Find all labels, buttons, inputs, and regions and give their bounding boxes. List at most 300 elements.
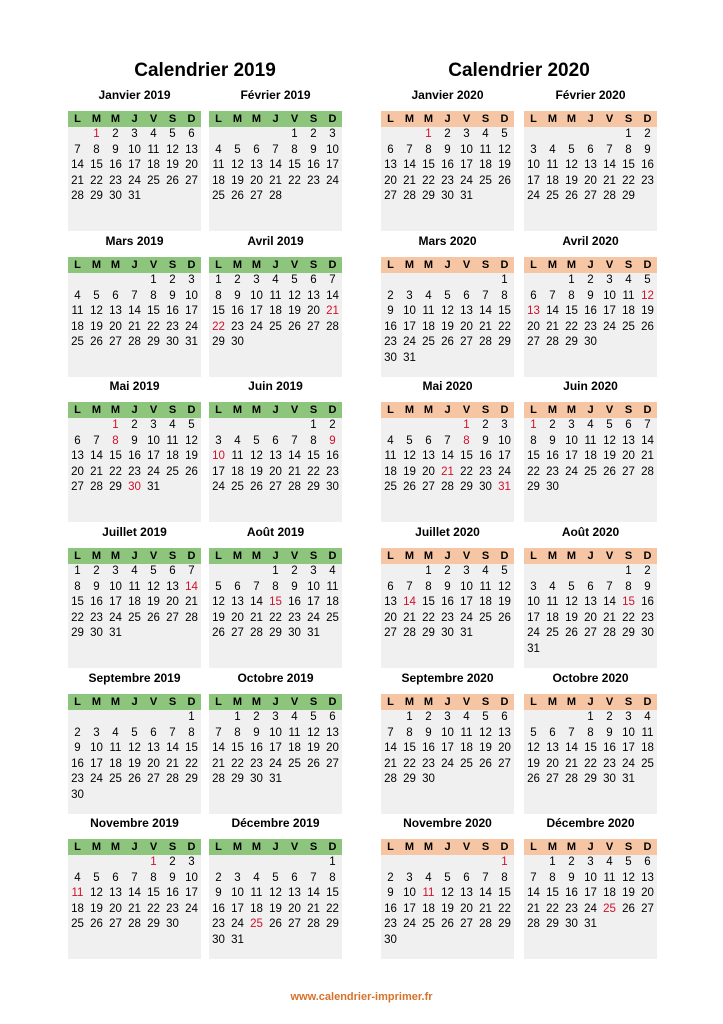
weekday-label: M xyxy=(404,841,415,853)
day-cell: 14 xyxy=(212,742,225,754)
day-cell: 19 xyxy=(128,757,141,770)
day-cell: 5 xyxy=(568,580,575,593)
month-calendar xyxy=(381,379,514,522)
weekday-label: L xyxy=(530,550,537,562)
day-cell: 22 xyxy=(147,902,160,915)
day-cell: 23 xyxy=(479,465,492,478)
day-cell: 18 xyxy=(128,596,141,608)
holiday-date: 1 xyxy=(112,419,119,431)
day-cell: 16 xyxy=(166,305,179,317)
weekday-label: D xyxy=(187,550,196,562)
day-cell: 23 xyxy=(441,611,454,624)
weekday-label: M xyxy=(423,404,434,416)
day-cell: 27 xyxy=(384,190,397,202)
day-cell: 16 xyxy=(603,742,616,754)
day-cell: 15 xyxy=(147,305,160,317)
weekday-header xyxy=(524,548,657,564)
month-title: Septembre 2019 xyxy=(88,671,181,685)
day-cell: 26 xyxy=(185,465,198,478)
day-cell: 9 xyxy=(482,434,489,447)
month-calendar xyxy=(209,234,342,377)
day-cell: 27 xyxy=(109,336,122,348)
footer-link[interactable]: www.calendrier-imprimer.fr xyxy=(290,991,433,1003)
weekday-label: S xyxy=(168,550,177,562)
day-cell: 1 xyxy=(425,565,432,577)
weekday-label: M xyxy=(232,550,243,562)
day-cell: 29 xyxy=(622,627,635,639)
day-cell: 24 xyxy=(185,320,198,333)
day-cell: 7 xyxy=(310,871,317,884)
day-cell: 21 xyxy=(128,320,141,333)
day-grid xyxy=(524,127,657,205)
weekday-label: S xyxy=(309,841,318,853)
day-cell: 4 xyxy=(329,565,336,577)
day-cell: 4 xyxy=(549,143,556,156)
empty-cell xyxy=(266,127,285,143)
day-cell: 2 xyxy=(644,128,651,140)
weekday-header xyxy=(381,402,514,418)
day-cell: 13 xyxy=(307,289,320,302)
weekday-label: S xyxy=(624,696,633,708)
day-cell: 28 xyxy=(185,611,198,624)
day-cell: 18 xyxy=(603,887,616,899)
weekday-label: V xyxy=(149,404,158,416)
weekday-label: S xyxy=(309,404,318,416)
day-cell: 13 xyxy=(166,580,179,593)
empty-cell xyxy=(419,418,438,434)
day-grid xyxy=(209,273,342,351)
day-cell: 14 xyxy=(250,596,263,608)
day-cell: 13 xyxy=(460,887,473,899)
day-cell: 27 xyxy=(584,627,597,639)
day-cell: 22 xyxy=(288,174,301,187)
day-cell: 6 xyxy=(188,128,195,140)
day-cell: 17 xyxy=(498,450,511,462)
day-cell: 15 xyxy=(212,305,225,317)
day-cell: 5 xyxy=(568,143,575,156)
day-cell: 10 xyxy=(527,159,540,171)
empty-cell xyxy=(524,127,543,143)
day-cell: 25 xyxy=(546,190,559,202)
day-grid xyxy=(209,127,342,205)
day-cell: 19 xyxy=(269,902,282,915)
day-cell: 12 xyxy=(565,596,578,608)
day-cell: 2 xyxy=(387,871,394,884)
weekday-label: L xyxy=(387,550,394,562)
day-cell: 9 xyxy=(549,434,556,447)
day-cell: 18 xyxy=(584,450,597,462)
day-cell: 6 xyxy=(425,434,432,447)
day-cell: 5 xyxy=(501,128,508,140)
weekday-label: J xyxy=(444,259,451,271)
weekday-label: V xyxy=(149,841,158,853)
empty-cell xyxy=(247,564,266,580)
weekday-header xyxy=(381,111,514,127)
day-cell: 21 xyxy=(603,174,616,187)
day-cell: 26 xyxy=(269,918,282,930)
day-cell: 25 xyxy=(166,465,179,478)
weekday-label: J xyxy=(131,696,138,708)
day-cell: 28 xyxy=(250,627,263,639)
day-cell: 31 xyxy=(403,351,416,364)
day-cell: 25 xyxy=(546,627,559,639)
weekday-label: D xyxy=(643,113,652,125)
month-title: Octobre 2020 xyxy=(552,671,629,685)
weekday-label: L xyxy=(215,259,222,271)
day-cell: 5 xyxy=(150,565,157,577)
day-cell: 1 xyxy=(234,711,241,723)
day-cell: 29 xyxy=(212,336,225,348)
day-cell: 13 xyxy=(546,742,559,754)
day-cell: 30 xyxy=(384,351,397,364)
day-cell: 27 xyxy=(147,773,160,785)
day-cell: 5 xyxy=(444,289,451,302)
day-cell: 20 xyxy=(147,757,160,770)
day-cell: 24 xyxy=(498,465,511,478)
weekday-label: D xyxy=(187,259,196,271)
day-cell: 8 xyxy=(625,580,632,593)
weekday-label: L xyxy=(530,259,537,271)
day-cell: 6 xyxy=(587,580,594,593)
day-cell: 22 xyxy=(109,465,122,478)
day-cell: 8 xyxy=(530,434,537,447)
weekday-label: S xyxy=(481,404,490,416)
day-cell: 3 xyxy=(215,434,222,447)
weekday-label: V xyxy=(462,404,471,416)
day-cell: 24 xyxy=(460,611,473,624)
weekday-label: J xyxy=(444,550,451,562)
empty-cell xyxy=(144,710,163,726)
day-cell: 2 xyxy=(549,419,556,431)
day-cell: 29 xyxy=(584,773,597,785)
day-cell: 4 xyxy=(425,289,432,302)
day-cell: 23 xyxy=(71,773,84,785)
empty-cell xyxy=(381,127,400,143)
day-cell: 23 xyxy=(422,757,435,770)
day-cell: 24 xyxy=(185,902,198,915)
day-cell: 11 xyxy=(622,289,635,302)
day-cell: 26 xyxy=(128,773,141,785)
day-cell: 12 xyxy=(603,434,616,447)
day-cell: 6 xyxy=(112,871,119,884)
weekday-label: S xyxy=(481,696,490,708)
day-cell: 16 xyxy=(109,159,122,171)
weekday-label: D xyxy=(328,404,337,416)
day-cell: 6 xyxy=(272,434,279,447)
day-cell: 4 xyxy=(482,565,489,577)
day-cell: 20 xyxy=(498,742,511,754)
day-cell: 9 xyxy=(169,289,176,302)
day-cell: 14 xyxy=(128,305,141,317)
day-cell: 16 xyxy=(166,887,179,899)
empty-cell xyxy=(381,418,400,434)
day-cell: 8 xyxy=(215,289,222,302)
weekday-label: L xyxy=(215,113,222,125)
day-grid xyxy=(381,564,514,642)
day-cell: 18 xyxy=(422,902,435,915)
day-cell: 3 xyxy=(150,419,157,431)
day-cell: 8 xyxy=(501,871,508,884)
day-cell: 27 xyxy=(250,190,263,202)
month-calendar xyxy=(209,379,342,522)
day-cell: 19 xyxy=(90,320,103,333)
day-cell: 4 xyxy=(74,871,81,884)
day-cell: 30 xyxy=(641,627,654,639)
month-calendar xyxy=(524,816,657,959)
day-cell: 18 xyxy=(622,305,635,317)
day-cell: 19 xyxy=(498,596,511,608)
day-cell: 7 xyxy=(291,434,298,447)
day-cell: 4 xyxy=(215,143,222,156)
day-cell: 11 xyxy=(147,143,160,156)
day-cell: 5 xyxy=(606,419,613,431)
day-cell: 5 xyxy=(93,871,100,884)
weekday-label: J xyxy=(444,404,451,416)
weekday-label: J xyxy=(272,841,279,853)
day-grid xyxy=(68,273,201,351)
day-cell: 19 xyxy=(90,902,103,915)
day-cell: 23 xyxy=(441,174,454,187)
day-cell: 7 xyxy=(329,274,336,286)
day-cell: 23 xyxy=(128,465,141,478)
day-cell: 22 xyxy=(460,465,473,478)
day-cell: 3 xyxy=(530,143,537,156)
weekday-label: J xyxy=(587,696,594,708)
day-cell: 19 xyxy=(212,611,225,624)
day-cell: 2 xyxy=(482,419,489,431)
weekday-label: S xyxy=(481,841,490,853)
day-cell: 10 xyxy=(326,143,339,156)
weekday-label: M xyxy=(547,404,558,416)
day-cell: 15 xyxy=(307,450,320,462)
day-cell: 2 xyxy=(329,419,336,431)
day-cell: 20 xyxy=(307,305,320,317)
day-cell: 14 xyxy=(326,289,339,302)
day-cell: 26 xyxy=(641,320,654,333)
weekday-label: D xyxy=(187,404,196,416)
weekday-label: S xyxy=(481,550,490,562)
month-calendar xyxy=(68,525,201,668)
weekday-label: L xyxy=(387,113,394,125)
day-cell: 5 xyxy=(272,871,279,884)
day-cell: 19 xyxy=(166,159,179,171)
day-cell: 28 xyxy=(479,918,492,930)
day-grid xyxy=(68,710,201,803)
day-grid xyxy=(209,418,342,496)
weekday-header xyxy=(209,111,342,127)
day-cell: 7 xyxy=(606,143,613,156)
month-title: Juin 2020 xyxy=(563,379,618,393)
day-cell: 28 xyxy=(90,481,103,493)
empty-cell xyxy=(457,855,476,871)
weekday-label: J xyxy=(131,259,138,271)
day-cell: 21 xyxy=(479,902,492,915)
day-cell: 24 xyxy=(403,918,416,930)
day-cell: 13 xyxy=(147,742,160,754)
day-cell: 14 xyxy=(166,742,179,754)
weekday-label: D xyxy=(643,259,652,271)
day-cell: 9 xyxy=(444,580,451,593)
day-cell: 17 xyxy=(185,305,198,317)
month-calendar xyxy=(68,671,201,814)
empty-cell xyxy=(125,710,144,726)
day-cell: 7 xyxy=(131,871,138,884)
day-cell: 7 xyxy=(482,289,489,302)
day-cell: 3 xyxy=(310,565,317,577)
day-cell: 23 xyxy=(641,174,654,187)
day-cell: 28 xyxy=(603,627,616,639)
month-title: Mars 2020 xyxy=(418,234,477,248)
day-cell: 30 xyxy=(441,190,454,202)
day-cell: 30 xyxy=(71,788,84,801)
day-cell: 9 xyxy=(253,726,260,739)
empty-cell xyxy=(163,710,182,726)
month-title: Octobre 2019 xyxy=(237,671,314,685)
day-cell: 27 xyxy=(109,918,122,930)
day-cell: 18 xyxy=(384,465,397,478)
day-cell: 1 xyxy=(291,128,298,140)
day-cell: 26 xyxy=(307,757,320,770)
day-cell: 2 xyxy=(131,419,138,431)
day-cell: 21 xyxy=(212,757,225,770)
day-cell: 10 xyxy=(147,434,160,447)
empty-cell xyxy=(524,710,543,726)
day-grid xyxy=(209,855,342,948)
day-cell: 31 xyxy=(185,336,198,348)
empty-cell xyxy=(106,710,125,726)
month-title: Décembre 2020 xyxy=(546,816,635,830)
day-cell: 28 xyxy=(307,918,320,930)
weekday-header xyxy=(209,839,342,855)
day-cell: 18 xyxy=(460,742,473,754)
day-cell: 1 xyxy=(329,856,336,868)
day-cell: 3 xyxy=(530,580,537,593)
day-cell: 28 xyxy=(546,336,559,348)
day-cell: 29 xyxy=(185,773,198,785)
weekday-label: M xyxy=(423,550,434,562)
day-cell: 9 xyxy=(310,143,317,156)
weekday-label: D xyxy=(500,841,509,853)
day-cell: 12 xyxy=(307,726,320,739)
day-cell: 16 xyxy=(441,596,454,608)
day-grid xyxy=(68,418,201,496)
day-cell: 9 xyxy=(606,726,613,739)
day-cell: 27 xyxy=(185,174,198,187)
day-cell: 28 xyxy=(441,481,454,493)
day-cell: 23 xyxy=(109,174,122,187)
day-cell: 25 xyxy=(71,918,84,930)
day-cell: 9 xyxy=(387,887,394,899)
day-cell: 31 xyxy=(307,627,320,639)
day-cell: 21 xyxy=(166,757,179,770)
day-cell: 15 xyxy=(527,450,540,462)
day-cell: 24 xyxy=(622,757,635,770)
day-cell: 10 xyxy=(185,871,198,884)
weekday-header xyxy=(68,111,201,127)
day-cell: 15 xyxy=(498,887,511,899)
day-cell: 27 xyxy=(231,627,244,639)
holiday-date: 1 xyxy=(150,856,157,868)
day-cell: 13 xyxy=(384,596,397,608)
day-cell: 11 xyxy=(422,305,435,317)
weekday-label: M xyxy=(566,841,577,853)
day-cell: 12 xyxy=(498,143,511,156)
day-cell: 8 xyxy=(291,143,298,156)
weekday-label: M xyxy=(547,113,558,125)
day-cell: 31 xyxy=(147,481,160,493)
day-cell: 21 xyxy=(307,902,320,915)
empty-cell xyxy=(209,855,228,871)
day-cell: 6 xyxy=(463,289,470,302)
weekday-label: M xyxy=(110,259,121,271)
year-title-2020: Calendrier 2020 xyxy=(448,60,590,81)
day-cell: 4 xyxy=(291,711,298,723)
day-cell: 12 xyxy=(147,580,160,593)
holiday-date: 15 xyxy=(269,596,282,608)
weekday-label: V xyxy=(462,841,471,853)
day-cell: 6 xyxy=(644,856,651,868)
day-cell: 10 xyxy=(603,289,616,302)
day-cell: 12 xyxy=(212,596,225,608)
holiday-date: 1 xyxy=(530,419,537,431)
empty-cell xyxy=(524,855,543,871)
weekday-label: V xyxy=(605,696,614,708)
empty-cell xyxy=(209,127,228,143)
day-cell: 22 xyxy=(90,174,103,187)
day-cell: 9 xyxy=(568,871,575,884)
holiday-date: 1 xyxy=(501,856,508,868)
weekday-label: M xyxy=(91,696,102,708)
day-cell: 19 xyxy=(479,742,492,754)
day-cell: 7 xyxy=(131,289,138,302)
day-cell: 11 xyxy=(326,580,339,593)
day-cell: 12 xyxy=(527,742,540,754)
day-cell: 17 xyxy=(603,305,616,317)
day-cell: 18 xyxy=(71,902,84,915)
day-cell: 17 xyxy=(269,742,282,754)
day-cell: 8 xyxy=(234,726,241,739)
day-cell: 12 xyxy=(90,887,103,899)
day-cell: 28 xyxy=(403,627,416,639)
day-cell: 10 xyxy=(527,596,540,608)
day-cell: 14 xyxy=(269,159,282,171)
day-cell: 5 xyxy=(291,274,298,286)
day-cell: 19 xyxy=(441,902,454,915)
day-cell: 14 xyxy=(128,887,141,899)
day-cell: 9 xyxy=(644,143,651,156)
day-cell: 22 xyxy=(326,902,339,915)
day-cell: 6 xyxy=(625,419,632,431)
weekday-label: D xyxy=(500,696,509,708)
day-cell: 13 xyxy=(460,305,473,317)
day-cell: 29 xyxy=(71,627,84,639)
weekday-header xyxy=(381,839,514,855)
day-cell: 7 xyxy=(482,871,489,884)
weekday-label: D xyxy=(500,550,509,562)
day-grid xyxy=(381,127,514,205)
day-cell: 20 xyxy=(71,465,84,478)
day-cell: 28 xyxy=(71,190,84,202)
weekday-label: S xyxy=(481,259,490,271)
day-cell: 30 xyxy=(546,481,559,493)
weekday-label: L xyxy=(215,841,222,853)
day-cell: 5 xyxy=(169,128,176,140)
weekday-label: L xyxy=(74,113,81,125)
day-cell: 30 xyxy=(565,918,578,930)
day-cell: 13 xyxy=(250,159,263,171)
day-cell: 2 xyxy=(644,565,651,577)
day-cell: 7 xyxy=(188,565,195,577)
